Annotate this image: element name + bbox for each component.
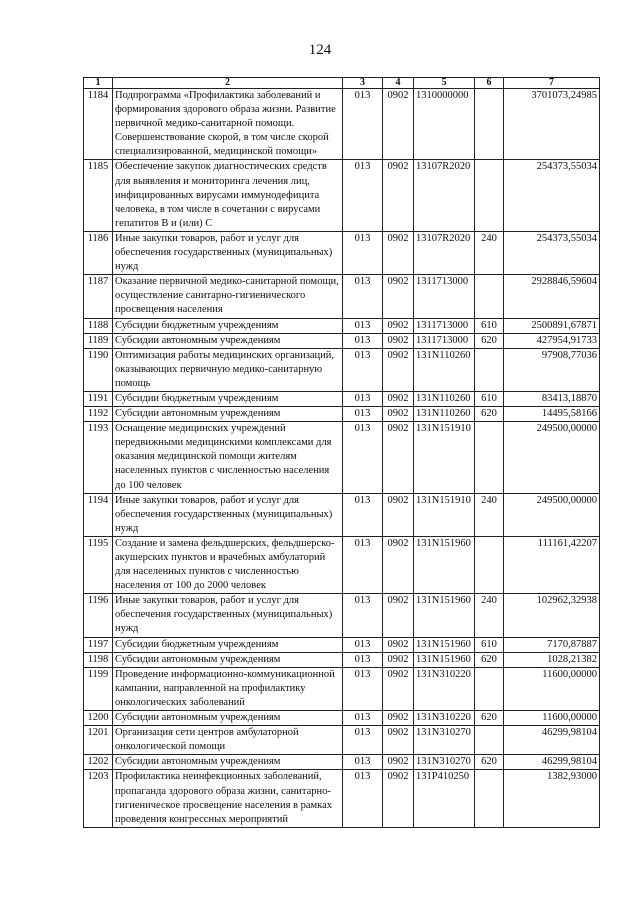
row-name: Оснащение медицинских учреждений передвижными медицинскими комплексами для оказания медицинской помощи жителям населенных пунктов с численностью населения до 100 человек	[113, 422, 343, 493]
row-name: Субсидии автономным учреждениям	[113, 652, 343, 667]
header-row	[84, 78, 600, 89]
row-section-code: 0902	[383, 536, 414, 593]
row-target-code: 131N151910	[414, 422, 475, 493]
row-target-code: 1311713000	[414, 333, 475, 348]
row-expense-type: 620	[475, 407, 504, 422]
row-ministry-code: 013	[343, 333, 383, 348]
row-amount: 254373,55034	[504, 160, 600, 231]
row-ministry-code: 013	[343, 275, 383, 318]
row-expense-type	[475, 726, 504, 755]
row-ministry-code: 013	[343, 652, 383, 667]
row-section-code: 0902	[383, 637, 414, 652]
table-row	[84, 391, 600, 406]
row-expense-type	[475, 160, 504, 231]
row-target-code: 13107R2020	[414, 160, 475, 231]
row-amount: 83413,18870	[504, 391, 600, 406]
row-name: Субсидии автономным учреждениям	[113, 333, 343, 348]
table-row	[84, 755, 600, 770]
col-header-7: 7	[504, 78, 600, 89]
table-row	[84, 348, 600, 391]
row-ministry-code: 013	[343, 667, 383, 710]
table-row	[84, 536, 600, 593]
row-expense-type	[475, 89, 504, 160]
row-name: Субсидии бюджетным учреждениям	[113, 391, 343, 406]
row-section-code: 0902	[383, 160, 414, 231]
row-name: Субсидии бюджетным учреждениям	[113, 318, 343, 333]
row-ministry-code: 013	[343, 711, 383, 726]
row-target-code: 131N310220	[414, 711, 475, 726]
row-number: 1196	[84, 594, 113, 637]
col-header-1: 1	[84, 78, 113, 89]
page-number: 124	[308, 42, 332, 58]
row-section-code: 0902	[383, 333, 414, 348]
row-section-code: 0902	[383, 89, 414, 160]
row-target-code: 131N151960	[414, 652, 475, 667]
row-number: 1187	[84, 275, 113, 318]
row-name: Субсидии бюджетным учреждениям	[113, 637, 343, 652]
row-ministry-code: 013	[343, 407, 383, 422]
row-ministry-code: 013	[343, 160, 383, 231]
row-amount: 249500,00000	[504, 422, 600, 493]
row-expense-type	[475, 536, 504, 593]
row-section-code: 0902	[383, 652, 414, 667]
row-expense-type: 610	[475, 318, 504, 333]
row-section-code: 0902	[383, 275, 414, 318]
col-header-6: 6	[475, 78, 504, 89]
row-target-code: 131N310270	[414, 755, 475, 770]
row-ministry-code: 013	[343, 89, 383, 160]
row-number: 1192	[84, 407, 113, 422]
row-expense-type	[475, 667, 504, 710]
row-section-code: 0902	[383, 594, 414, 637]
table-row	[84, 89, 600, 160]
row-amount: 1382,93000	[504, 770, 600, 827]
row-name: Создание и замена фельдшерских, фельдшерско-акушерских пунктов и врачебных амбулаторий для населенных пунктов с численностью населения от 100 до 2000 человек	[113, 536, 343, 593]
row-expense-type: 620	[475, 333, 504, 348]
row-expense-type: 240	[475, 231, 504, 274]
row-number: 1199	[84, 667, 113, 710]
row-expense-type: 610	[475, 637, 504, 652]
row-number: 1202	[84, 755, 113, 770]
row-number: 1198	[84, 652, 113, 667]
row-expense-type: 620	[475, 755, 504, 770]
row-number: 1203	[84, 770, 113, 827]
row-amount: 46299,98104	[504, 726, 600, 755]
row-target-code: 1311713000	[414, 275, 475, 318]
row-amount: 249500,00000	[504, 493, 600, 536]
row-target-code: 131N151960	[414, 536, 475, 593]
col-header-3: 3	[343, 78, 383, 89]
row-ministry-code: 013	[343, 231, 383, 274]
row-amount: 11600,00000	[504, 711, 600, 726]
row-target-code: 131N310270	[414, 726, 475, 755]
row-expense-type: 610	[475, 391, 504, 406]
row-target-code: 131N151910	[414, 493, 475, 536]
row-name: Обеспечение закупок диагностических средств для выявления и мониторинга лечения лиц, инфицированных вирусами иммунодефицита человека, в том числе в сочетании с вирусами гепатитов В и (или) С	[113, 160, 343, 231]
row-name: Оптимизация работы медицинских организаций, оказывающих первичную медико-санитарную помощь	[113, 348, 343, 391]
row-section-code: 0902	[383, 493, 414, 536]
row-name: Оказание первичной медико-санитарной помощи, осуществление санитарно-гигиенического просвещения населения	[113, 275, 343, 318]
row-name: Организация сети центров амбулаторной онкологической помощи	[113, 726, 343, 755]
row-name: Подпрограмма «Профилактика заболеваний и формирования здорового образа жизни. Развитие первичной медико-санитарной помощи. Совершенствование скорой, в том числе скорой специализированной, медицинской помощи»	[113, 89, 343, 160]
col-header-5: 5	[414, 78, 475, 89]
table-row	[84, 711, 600, 726]
table-row	[84, 667, 600, 710]
row-expense-type: 240	[475, 493, 504, 536]
row-number: 1184	[84, 89, 113, 160]
table-row	[84, 333, 600, 348]
row-amount: 97908,77036	[504, 348, 600, 391]
row-amount: 46299,98104	[504, 755, 600, 770]
row-section-code: 0902	[383, 755, 414, 770]
row-amount: 14495,58166	[504, 407, 600, 422]
row-ministry-code: 013	[343, 594, 383, 637]
row-name: Иные закупки товаров, работ и услуг для обеспечения государственных (муниципальных) нужд	[113, 594, 343, 637]
row-section-code: 0902	[383, 391, 414, 406]
row-expense-type: 240	[475, 594, 504, 637]
row-section-code: 0902	[383, 318, 414, 333]
row-section-code: 0902	[383, 711, 414, 726]
row-amount: 3701073,24985	[504, 89, 600, 160]
row-number: 1186	[84, 231, 113, 274]
row-amount: 254373,55034	[504, 231, 600, 274]
row-target-code: 131N110260	[414, 391, 475, 406]
row-number: 1197	[84, 637, 113, 652]
table-row	[84, 407, 600, 422]
row-target-code: 131N310220	[414, 667, 475, 710]
row-expense-type	[475, 422, 504, 493]
row-target-code: 131P410250	[414, 770, 475, 827]
table-row	[84, 318, 600, 333]
table-row	[84, 637, 600, 652]
row-amount: 1028,21382	[504, 652, 600, 667]
row-name: Профилактика неинфекционных заболеваний, пропаганда здорового образа жизни, санитарно-гигиеническое просвещение населения в рамках проведения конгрессных мероприятий	[113, 770, 343, 827]
row-name: Субсидии автономным учреждениям	[113, 755, 343, 770]
row-section-code: 0902	[383, 770, 414, 827]
row-ministry-code: 013	[343, 348, 383, 391]
row-expense-type	[475, 770, 504, 827]
table-row	[84, 594, 600, 637]
col-header-4: 4	[383, 78, 414, 89]
col-header-2: 2	[113, 78, 343, 89]
budget-table	[83, 77, 600, 828]
row-number: 1191	[84, 391, 113, 406]
row-number: 1195	[84, 536, 113, 593]
row-amount: 111161,42207	[504, 536, 600, 593]
row-number: 1194	[84, 493, 113, 536]
row-name: Субсидии автономным учреждениям	[113, 407, 343, 422]
row-target-code: 131N110260	[414, 348, 475, 391]
row-target-code: 13107R2020	[414, 231, 475, 274]
row-name: Субсидии автономным учреждениям	[113, 711, 343, 726]
row-expense-type	[475, 275, 504, 318]
table-row	[84, 422, 600, 493]
row-number: 1200	[84, 711, 113, 726]
row-section-code: 0902	[383, 667, 414, 710]
row-amount: 2500891,67871	[504, 318, 600, 333]
row-ministry-code: 013	[343, 318, 383, 333]
table-row	[84, 275, 600, 318]
table-row	[84, 231, 600, 274]
table-row	[84, 770, 600, 827]
row-section-code: 0902	[383, 422, 414, 493]
row-section-code: 0902	[383, 726, 414, 755]
row-ministry-code: 013	[343, 755, 383, 770]
row-section-code: 0902	[383, 231, 414, 274]
row-expense-type: 620	[475, 652, 504, 667]
row-section-code: 0902	[383, 407, 414, 422]
row-ministry-code: 013	[343, 726, 383, 755]
row-target-code: 131N110260	[414, 407, 475, 422]
table-row	[84, 160, 600, 231]
row-number: 1201	[84, 726, 113, 755]
row-expense-type	[475, 348, 504, 391]
row-number: 1188	[84, 318, 113, 333]
row-ministry-code: 013	[343, 536, 383, 593]
table-row	[84, 493, 600, 536]
table-row	[84, 652, 600, 667]
row-target-code: 1311713000	[414, 318, 475, 333]
row-ministry-code: 013	[343, 391, 383, 406]
row-number: 1190	[84, 348, 113, 391]
row-number: 1193	[84, 422, 113, 493]
row-ministry-code: 013	[343, 770, 383, 827]
row-section-code: 0902	[383, 348, 414, 391]
row-amount: 427954,91733	[504, 333, 600, 348]
row-name: Иные закупки товаров, работ и услуг для обеспечения государственных (муниципальных) нужд	[113, 231, 343, 274]
row-target-code: 131N151960	[414, 637, 475, 652]
row-number: 1189	[84, 333, 113, 348]
row-amount: 11600,00000	[504, 667, 600, 710]
row-amount: 2928846,59604	[504, 275, 600, 318]
row-ministry-code: 013	[343, 637, 383, 652]
row-ministry-code: 013	[343, 422, 383, 493]
table-row	[84, 726, 600, 755]
row-name: Проведение информационно-коммуникационной кампании, направленной на профилактику онкологических заболеваний	[113, 667, 343, 710]
row-name: Иные закупки товаров, работ и услуг для обеспечения государственных (муниципальных) нужд	[113, 493, 343, 536]
row-target-code: 1310000000	[414, 89, 475, 160]
row-target-code: 131N151960	[414, 594, 475, 637]
row-expense-type: 620	[475, 711, 504, 726]
row-number: 1185	[84, 160, 113, 231]
row-amount: 7170,87887	[504, 637, 600, 652]
row-amount: 102962,32938	[504, 594, 600, 637]
row-ministry-code: 013	[343, 493, 383, 536]
